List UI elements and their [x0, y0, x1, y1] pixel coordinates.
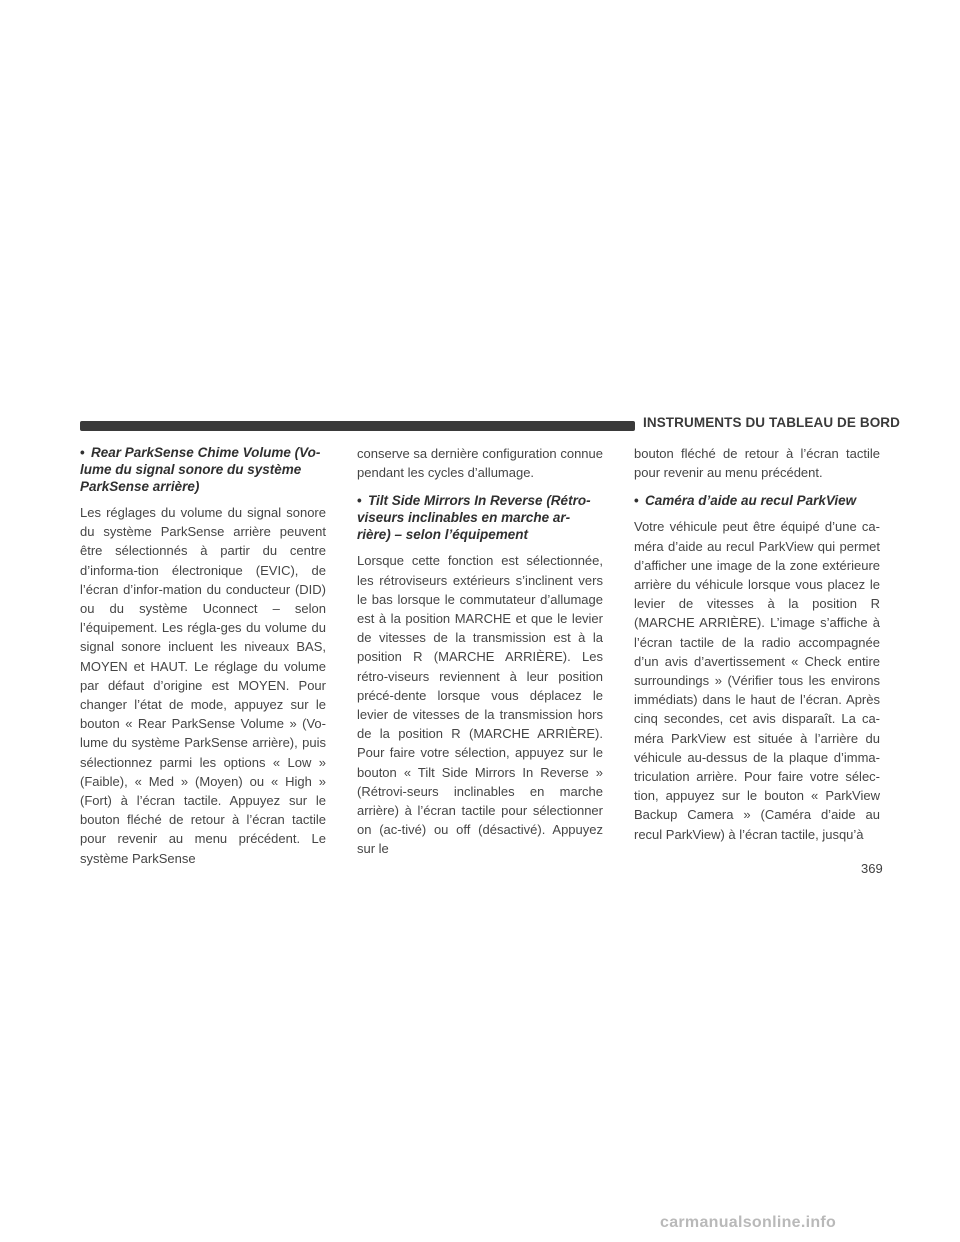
- item-heading-text: Tilt Side Mirrors In Reverse (Rétro-viseurs inclinables en marche ar-rière) – selon l’équipement: [357, 493, 591, 543]
- paragraph-tilt-side-mirrors: Lorsque cette fonction est sélectionnée, les rétroviseurs extérieurs s’inclinent vers le bas lorsque le commutateur d’allumage est à la position MARCHE et que le levier de vitesses de la transmission est à la position R (MARCHE ARRIÈRE). Les rétro-viseurs reviennent à leur position précé-dente lorsque vous déplacez le levier de vitesses de la transmission hors de la position R (MARCHE ARRIÈRE). Pour faire votre sélection, appuyez sur le bouton « Tilt Side Mirrors In Reverse » (Rétrovi-seurs inclinables en marche arrière) à l’écran tactile pour sélectionner on (ac-tivé) ou off (désactivé). Appuyez sur le: [357, 553, 603, 857]
- bullet-icon: •: [634, 493, 639, 509]
- text-column-right: [634, 444, 880, 844]
- item-heading-text: Caméra d’aide au recul ParkView: [645, 493, 857, 509]
- text-column-left: [80, 444, 326, 868]
- paragraph-continuation: conserve sa dernière configuration connue pendant les cycles d’allumage.: [357, 446, 603, 481]
- item-heading-rear-parksense-chime-volume: [80, 444, 326, 495]
- page-number: 369: [861, 861, 883, 876]
- paragraph-parkview-camera: Votre véhicule peut être équipé d’une ca-méra d’aide au recul ParkView qui permet d’afficher une image de la zone extérieure arrière du véhicule lorsque vous placez le levier de vitesses à la position R (MARCHE ARRIÈRE). L’image s’affiche à l’écran tactile de la radio accompagnée d’un avis d’avertissement « Check entire surroundings » (Vérifier tous les environs immédiats) dans le haut de l’écran. Après cinq secondes, cet avis disparaît. La ca-méra ParkView est située à l’arrière du véhicule au-dessus de la plaque d’imma-triculation arrière. Pour faire votre sélec-tion, appuyez sur le bouton « ParkView Backup Camera » (Caméra d’aide au recul ParkView) à l’écran tactile, jusqu’à: [634, 519, 880, 842]
- section-title: INSTRUMENTS DU TABLEAU DE BORD: [643, 415, 900, 430]
- bullet-icon: •: [80, 445, 85, 460]
- section-header-bar: [80, 421, 635, 431]
- paragraph-continuation: bouton fléché de retour à l’écran tactile pour revenir au menu précédent.: [634, 446, 880, 481]
- item-heading-parkview-camera: [634, 492, 880, 509]
- item-heading-tilt-side-mirrors: [357, 492, 603, 543]
- bullet-icon: •: [357, 493, 362, 509]
- text-column-middle: [357, 444, 603, 859]
- watermark-text: carmanualsonline.info: [660, 1214, 837, 1231]
- paragraph-chime-volume: Les réglages du volume du signal sonore du système ParkSense arrière peuvent être sélectionnés à partir du centre d’informa-tion électronique (EVIC), de l’écran d’infor-mation du conducteur (DID) ou du système Uconnect – selon l’équipement. Les régla-ges du volume du signal sonore incluent les niveaux BAS, MOYEN et HAUT. Le réglage du volume par défaut d’origine est MOYEN. Pour changer l’état de mode, appuyez sur le bouton « Rear ParkSense Volume » (Vo-lume du système ParkSense arrière), puis sélectionnez parmi les options « Low » (Faible), « Med » (Moyen) ou « High » (Fort) à l’écran tactile. Appuyez sur le bouton fléché de retour à l’écran tactile pour revenir au menu précédent. Le système ParkSense: [80, 505, 326, 866]
- item-heading-text: Rear ParkSense Chime Volume (Vo-lume du signal sonore du système ParkSense arrière): [80, 445, 321, 494]
